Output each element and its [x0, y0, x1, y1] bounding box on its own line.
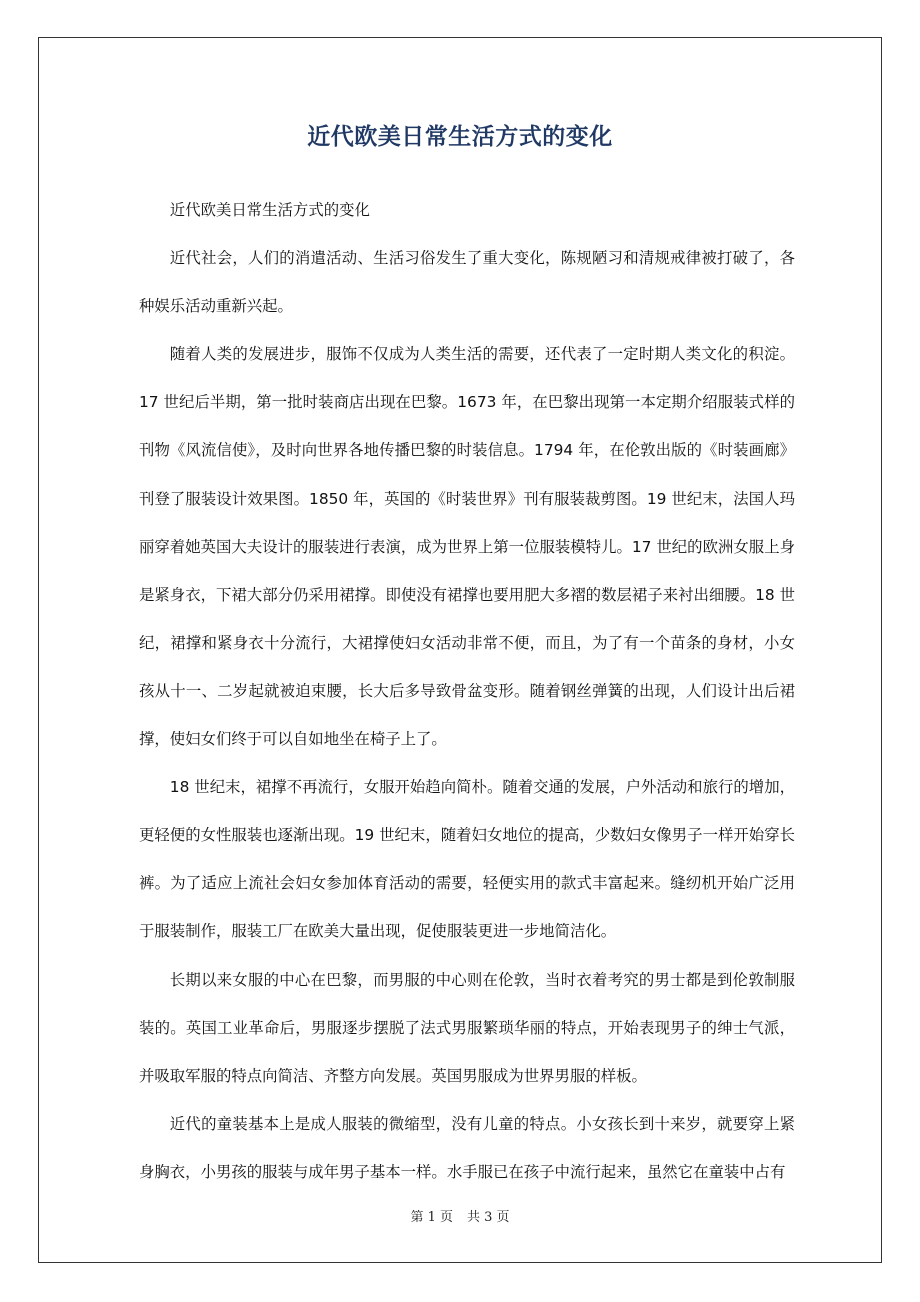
paragraph: 18 世纪末，裙撑不再流行，女服开始趋向简朴。随着交通的发展，户外活动和旅行的增加，更轻便的女性服装也逐渐出现。19 世纪末，随着妇女地位的提高，少数妇女像男子一样开始穿长裤。为了适应上流社会妇女参加体育活动的需要，轻便实用的款式丰富起来。缝纫机开始广泛用于服装制作，服装工厂在欧美大量出现，促使服装更进一步地简洁化。 [139, 778, 795, 941]
paragraph: 近代的童装基本上是成人服装的微缩型，没有儿童的特点。小女孩长到十来岁，就要穿上紧身胸衣，小男孩的服装与成年男子基本一样。水手服已在孩子中流行起来，虽然它在童装中占有 [139, 1114, 795, 1181]
document-body [139, 186, 795, 1196]
document-title: 近代欧美日常生活方式的变化 [307, 124, 613, 150]
paragraph: 近代社会，人们的消遣活动、生活习俗发生了重大变化，陈规陋习和清规戒律被打破了，各种娱乐活动重新兴起。 [139, 249, 795, 316]
paragraph-subtitle: 近代欧美日常生活方式的变化 [169, 201, 370, 219]
page-total: 共 3 页 [467, 1210, 510, 1225]
paragraph: 长期以来女服的中心在巴黎，而男服的中心则在伦敦，当时衣着考究的男士都是到伦敦制服装的。英国工业革命后，男服逐步摆脱了法式男服繁琐华丽的特点，开始表现男子的绅士气派，并吸取军服的特点向简洁、齐整方向发展。英国男服成为世界男服的样板。 [139, 970, 795, 1085]
paragraph: 随着人类的发展进步，服饰不仅成为人类生活的需要，还代表了一定时期人类文化的积淀。17 世纪后半期，第一批时装商店出现在巴黎。1673 年，在巴黎出现第一本定期介绍服装式样的刊物《风流信使》，及时向世界各地传播巴黎的时装信息。1794 年，在伦敦出版的《时装画廊》刊登了服装设计效果图。1850 年，英国的《时装世界》刊有服装裁剪图。19 世纪末，法国人玛丽穿着她英国大夫设计的服装进行表演，成为世界上第一位服装模特儿。17 世纪的欧洲女服上身是紧身衣，下裙大部分仍采用裙撑。即使没有裙撑也要用肥大多褶的数层裙子来衬出细腰。18 世纪，裙撑和紧身衣十分流行，大裙撑使妇女活动非常不便，而且，为了有一个苗条的身材，小女孩从十一、二岁起就被迫束腰，长大后多导致骨盆变形。随着钢丝弹簧的出现，人们设计出后裙撑，使妇女们终于可以自如地坐在椅子上了。 [139, 345, 795, 749]
page-footer [38, 1206, 882, 1225]
page-number: 第 1 页 [410, 1210, 453, 1225]
